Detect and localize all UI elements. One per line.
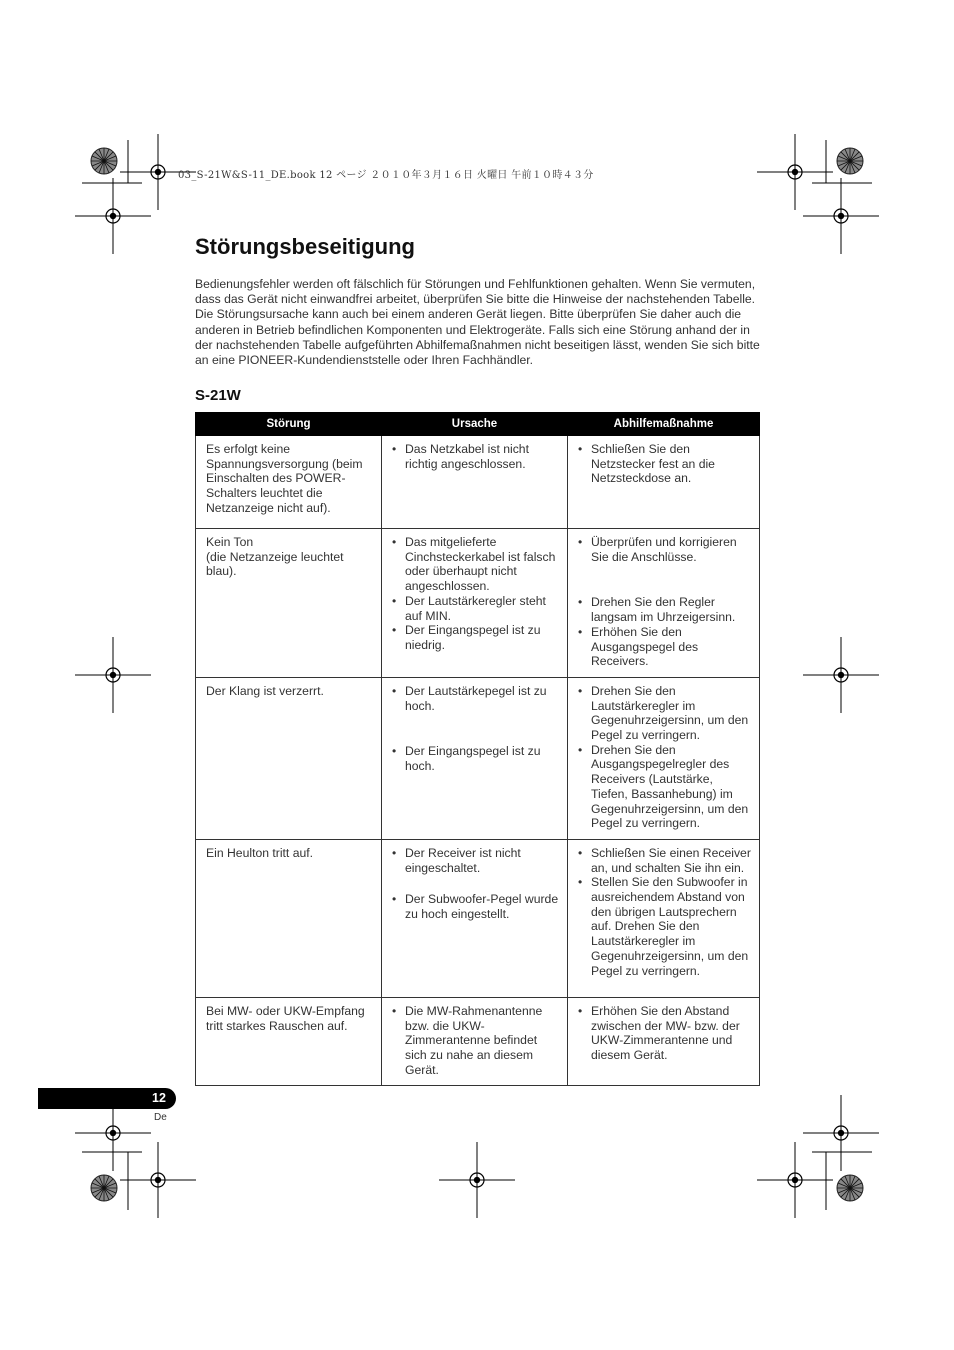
cause-item: • Der Receiver ist nicht eingeschaltet. xyxy=(392,846,559,875)
remedy-item: • Erhöhen Sie den Ausgangspegel des Receivers. xyxy=(578,625,751,669)
table-row xyxy=(196,677,760,839)
remedy-cell xyxy=(568,436,760,529)
remedy-item: • Drehen Sie den Lautstärkeregler im Gegenuhrzeigersinn, um den Pegel zu verringern. xyxy=(578,684,751,743)
problem-cell: Bei MW- oder UKW-Empfang tritt starkes Rauschen auf. xyxy=(196,997,382,1086)
cause-item: • Der Lautstärkepegel ist zu hoch. xyxy=(392,684,559,713)
cause-item: • Das Netzkabel ist nicht richtig angeschlossen. xyxy=(392,442,559,471)
remedy-item: • Überprüfen und korrigieren Sie die Anschlüsse. xyxy=(578,535,751,564)
table-header-row xyxy=(196,413,760,436)
remedy-item: • Drehen Sie den Regler langsam im Uhrzeigersinn. xyxy=(578,595,751,624)
remedy-item: • Schließen Sie einen Receiver an, und schalten Sie ihn ein. xyxy=(578,846,751,875)
cause-item: • Der Eingangspegel ist zu hoch. xyxy=(392,744,559,773)
remedy-cell xyxy=(568,839,760,997)
remedy-cell xyxy=(568,529,760,678)
table-row xyxy=(196,436,760,529)
problem-cell: Es erfolgt keine Spannungsversorgung (beim Einschalten des POWER-Schalters leuchtet die Netzanzeige nicht auf). xyxy=(196,436,382,529)
problem-cell: Ein Heulton tritt auf. xyxy=(196,839,382,997)
cause-item: • Die MW-Rahmenantenne bzw. die UKW-Zimmerantenne befindet sich zu nahe an diesem Gerät. xyxy=(392,1004,559,1078)
cause-cell xyxy=(382,997,568,1086)
cause-cell xyxy=(382,436,568,529)
intro-paragraph: Bedienungsfehler werden oft fälschlich für Störungen und Fehlfunktionen gehalten. Wenn Sie vermuten, dass das Gerät nicht einwandfrei arbeitet, überprüfen Sie bitte die Hinweise der nachstehenden Tabelle. Die Störungsursache kann auch bei einem anderen Gerät liegen. Bitte überprüfen Sie daher auch die anderen in Betrieb befindlichen Komponenten und Elektrogeräte. Falls sich eine Störung anhand der in der nachstehenden Tabelle aufgeführten Abhilfemaßnahmen nicht beseitigen lässt, wenden Sie sich bitte an eine PIONEER-Kundendienststelle oder Ihren Fachhändler. xyxy=(195,277,760,368)
cause-cell xyxy=(382,839,568,997)
cause-item: • Der Lautstärkeregler steht auf MIN. xyxy=(392,594,559,623)
remedy-cell xyxy=(568,997,760,1086)
page-number: 12 xyxy=(152,1091,166,1105)
cause-cell xyxy=(382,677,568,839)
remedy-item: • Erhöhen Sie den Abstand zwischen der MW- bzw. der UKW-Zimmerantenne und diesem Gerät. xyxy=(578,1004,751,1063)
file-header: 03_S-21W&S-11_DE.book 12 ページ ２０１０年３月１６日 火曜日 午前１０時４３分 xyxy=(178,170,594,181)
remedy-item: • Stellen Sie den Subwoofer in ausreichendem Abstand von den übrigen Lautsprechern auf. Drehen Sie den Lautstärkeregler im Gegenuhrzeigersinn, um den Pegel zu verringern. xyxy=(578,875,751,978)
problem-cell: Der Klang ist verzerrt. xyxy=(196,677,382,839)
remedy-cell xyxy=(568,677,760,839)
table-row xyxy=(196,529,760,678)
remedy-item: • Schließen Sie den Netzstecker fest an die Netzsteckdose an. xyxy=(578,442,751,486)
column-header: Ursache xyxy=(382,413,568,436)
cause-item: • Der Eingangspegel ist zu niedrig. xyxy=(392,623,559,652)
table-row xyxy=(196,997,760,1086)
cause-item: • Das mitgelieferte Cinchsteckerkabel ist falsch oder überhaupt nicht angeschlossen. xyxy=(392,535,559,594)
cause-cell xyxy=(382,529,568,678)
problem-cell: Kein Ton (die Netzanzeige leuchtet blau). xyxy=(196,529,382,678)
column-header: Störung xyxy=(196,413,382,436)
section-title: S-21W xyxy=(195,387,241,404)
troubleshooting-table xyxy=(195,412,760,1086)
column-header: Abhilfemaßnahme xyxy=(568,413,760,436)
remedy-item: • Drehen Sie den Ausgangspegelregler des Receivers (Lautstärke, Tiefen, Bassanhebung) im Gegenuhrzeigersinn, um den Pegel zu verringern. xyxy=(578,743,751,831)
page-title: Störungsbeseitigung xyxy=(195,234,415,259)
cause-item: • Der Subwoofer-Pegel wurde zu hoch eingestellt. xyxy=(392,892,559,921)
table-row xyxy=(196,839,760,997)
page-language: De xyxy=(154,1112,167,1123)
